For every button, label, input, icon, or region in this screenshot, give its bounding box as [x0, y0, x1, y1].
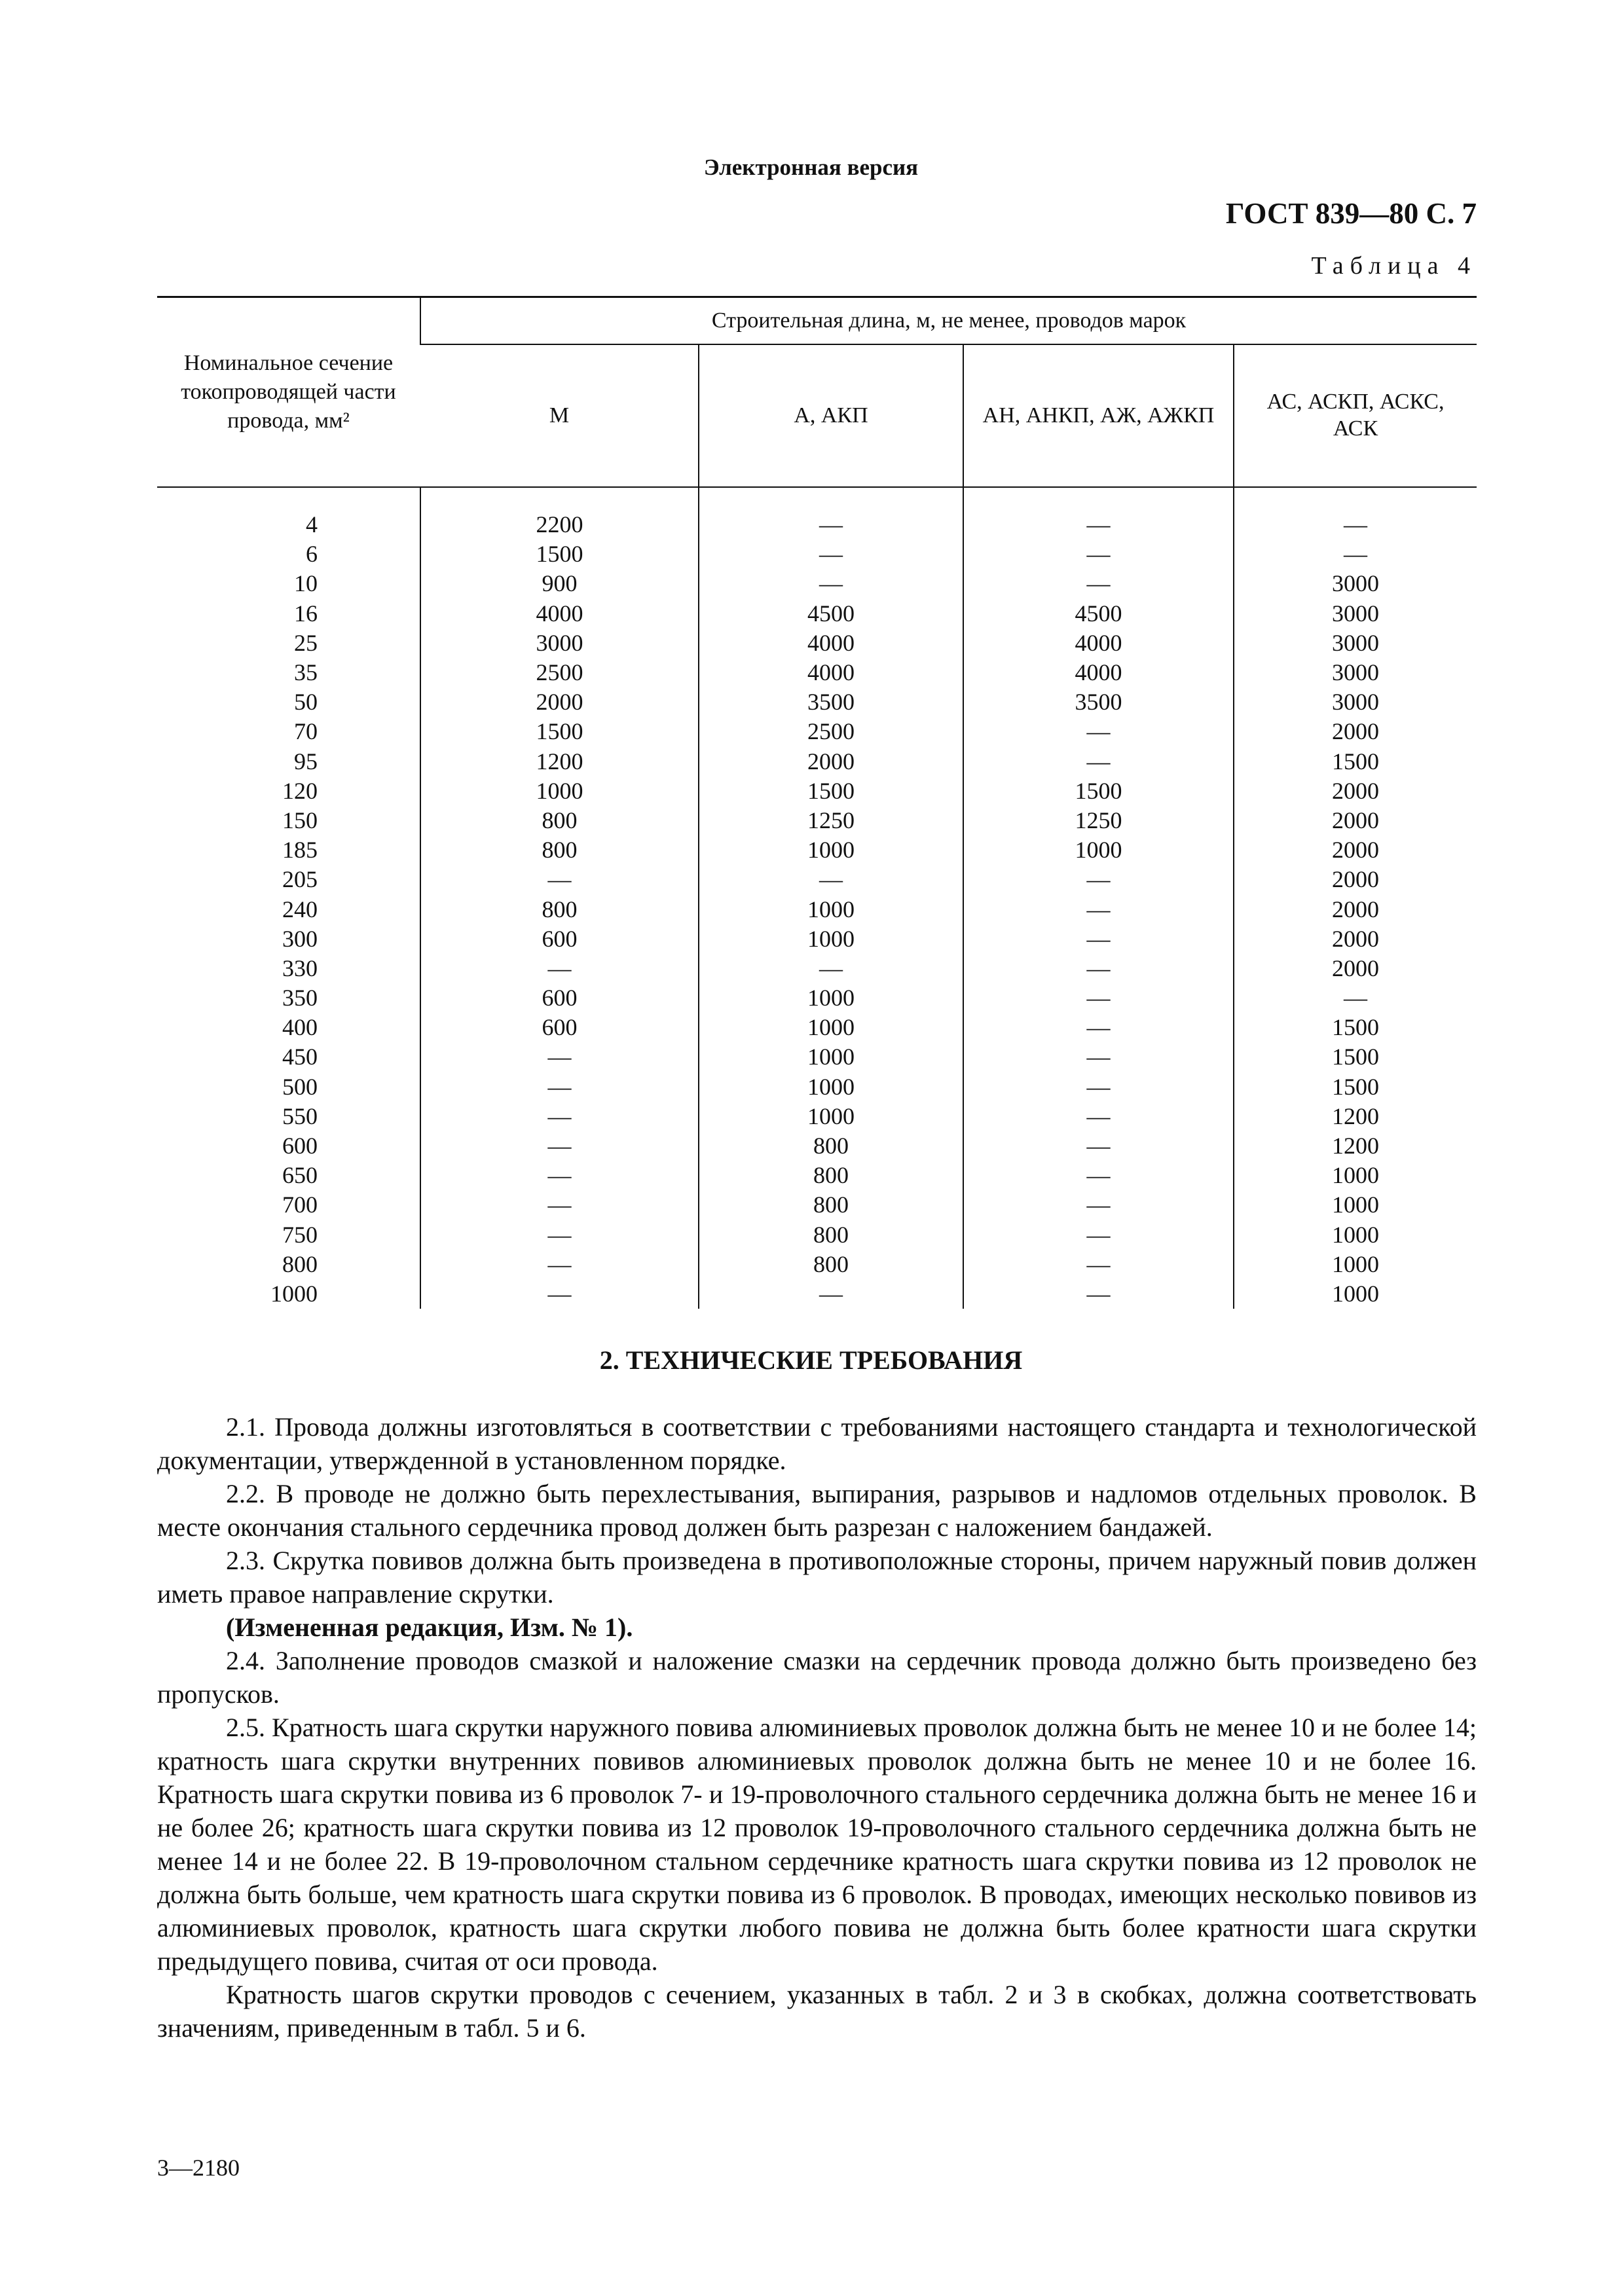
- length-value-cell: —: [1234, 539, 1477, 569]
- nominal-section-cell: 6: [306, 541, 318, 568]
- table-row: [157, 747, 1477, 776]
- length-value-cell: 1200: [1234, 1131, 1477, 1161]
- length-value-cell: —: [963, 1190, 1234, 1220]
- table-row: [157, 894, 1477, 924]
- nominal-section-cell: 70: [294, 718, 318, 745]
- length-value-cell: 4000: [699, 658, 963, 687]
- length-value-cell: 800: [699, 1220, 963, 1250]
- paragraph-2-4: 2.4. Заполнение проводов смазкой и наложение смазки на сердечник провода должно быть произведено без пропусков.: [157, 1646, 1477, 1709]
- length-value-cell: 800: [699, 1161, 963, 1190]
- length-value-cell: 3000: [1234, 629, 1477, 658]
- length-value-cell: —: [699, 539, 963, 569]
- nominal-section-cell: 50: [294, 689, 318, 716]
- column-header-a-akp: А, АКП: [699, 344, 963, 487]
- table-row: [157, 835, 1477, 865]
- construction-length-group-header: Строительная длина, м, не менее, проводов марок: [420, 297, 1477, 345]
- document-header: ГОСТ 839—80 С. 7: [1225, 197, 1477, 230]
- length-value-cell: 1500: [420, 539, 699, 569]
- length-value-cell: 1000: [963, 835, 1234, 865]
- paragraph-2-5: 2.5. Кратность шага скрутки наружного повива алюминиевых проволок должна быть не менее 10 и не более 14; кратность шага скрутки внутренних повивов алюминиевых проволок должна быть не менее 10 и не более 16. Кратность шага скрутки повива из 6 проволок 7- и 19-проволочного стального сердечника должна быть не менее 16 и не более 26; кратность шага скрутки повива из 12 проволок 19-проволочного стального сердечника должна быть не менее 14 и не более 22. В 19-проволочном стальном сердечнике кратность шага скрутки повива из 12 проволок не должна быть больше, чем кратность шага скрутки повива из 6 проволок. В проводах, имеющих несколько повивов из алюминиевых проволок, кратность шага скрутки любого повива не должна быть более кратности шага скрутки предыдущего повива, считая от оси провода.: [157, 1713, 1477, 1976]
- column-header-as-askp-asks-ask: АС, АСКП, АСКС, АСК: [1234, 344, 1477, 487]
- length-value-cell: 1000: [699, 1102, 963, 1131]
- length-value-cell: 1000: [699, 835, 963, 865]
- length-value-cell: 1000: [1234, 1220, 1477, 1250]
- table-row: [157, 599, 1477, 629]
- nominal-section-cell: 205: [282, 866, 318, 893]
- length-value-cell: 2000: [699, 747, 963, 776]
- length-value-cell: —: [420, 1131, 699, 1161]
- paragraph-2-1: 2.1. Провода должны изготовляться в соответствии с требованиями настоящего стандарта и технологической документации, утвержденной в установленном порядке.: [157, 1412, 1477, 1475]
- length-value-cell: —: [420, 1042, 699, 1072]
- length-value-cell: —: [420, 1102, 699, 1131]
- length-value-cell: 1000: [1234, 1279, 1477, 1309]
- length-value-cell: —: [963, 569, 1234, 598]
- length-value-cell: 3000: [1234, 687, 1477, 717]
- nominal-section-cell: 330: [282, 955, 318, 981]
- length-value-cell: —: [420, 1279, 699, 1309]
- length-value-cell: 1000: [699, 924, 963, 954]
- length-value-cell: —: [963, 1250, 1234, 1279]
- length-value-cell: 4500: [963, 599, 1234, 629]
- length-value-cell: 4000: [963, 629, 1234, 658]
- table-row: [157, 1279, 1477, 1309]
- length-value-cell: 800: [699, 1131, 963, 1161]
- length-value-cell: 1000: [699, 1072, 963, 1102]
- paragraph-2-3: 2.3. Скрутка повивов должна быть произведена в противоположные стороны, причем наружный повив должен иметь правое направление скрутки.: [157, 1546, 1477, 1609]
- length-value-cell: —: [420, 1190, 699, 1220]
- paragraph-2-2: 2.2. В проводе не должно быть перехлестывания, выпирания, разрывов и надломов отдельных проволок. В месте окончания стального сердечника провод должен быть разрезан с наложением бандажей.: [157, 1479, 1477, 1542]
- nominal-section-cell: 800: [282, 1250, 318, 1277]
- nominal-section-cell: 35: [294, 659, 318, 686]
- table-row: [157, 1013, 1477, 1042]
- nominal-section-cell: 750: [282, 1221, 318, 1248]
- length-value-cell: 3000: [1234, 569, 1477, 598]
- table-row: [157, 924, 1477, 954]
- length-value-cell: 2000: [420, 687, 699, 717]
- length-value-cell: 4000: [420, 599, 699, 629]
- table-row: [157, 806, 1477, 835]
- length-value-cell: 4500: [699, 599, 963, 629]
- length-value-cell: —: [420, 865, 699, 894]
- length-value-cell: 1250: [699, 806, 963, 835]
- nominal-section-cell: 185: [282, 837, 318, 864]
- nominal-section-cell: 16: [294, 600, 318, 627]
- length-value-cell: 3500: [963, 687, 1234, 717]
- table-row: [157, 1220, 1477, 1250]
- amendment-note: (Измененная редакция, Изм. № 1).: [226, 1613, 633, 1642]
- length-value-cell: —: [963, 1220, 1234, 1250]
- length-value-cell: 1500: [1234, 1072, 1477, 1102]
- length-value-cell: 3000: [1234, 599, 1477, 629]
- length-value-cell: —: [963, 1013, 1234, 1042]
- length-value-cell: —: [420, 1072, 699, 1102]
- nominal-section-cell: 150: [282, 807, 318, 833]
- length-value-cell: —: [963, 983, 1234, 1013]
- length-value-cell: 1500: [1234, 747, 1477, 776]
- length-value-cell: —: [420, 954, 699, 983]
- length-value-cell: 1000: [1234, 1190, 1477, 1220]
- length-value-cell: —: [699, 487, 963, 539]
- nominal-section-cell: 10: [294, 570, 318, 597]
- length-value-cell: 1500: [420, 717, 699, 746]
- length-value-cell: —: [963, 924, 1234, 954]
- length-value-cell: 2000: [1234, 835, 1477, 865]
- nominal-section-header: Номинальное сечение токопроводящей части провода, мм²: [157, 297, 420, 488]
- length-value-cell: 1000: [699, 1013, 963, 1042]
- length-value-cell: 900: [420, 569, 699, 598]
- length-value-cell: 1000: [1234, 1161, 1477, 1190]
- length-value-cell: 800: [699, 1190, 963, 1220]
- section-title: 2. ТЕХНИЧЕСКИЕ ТРЕБОВАНИЯ: [599, 1345, 1023, 1375]
- table-row: [157, 1161, 1477, 1190]
- length-value-cell: —: [963, 1279, 1234, 1309]
- length-value-cell: 1200: [1234, 1102, 1477, 1131]
- table-row: [157, 954, 1477, 983]
- length-value-cell: 1000: [420, 776, 699, 806]
- length-value-cell: —: [963, 1131, 1234, 1161]
- length-value-cell: —: [1234, 983, 1477, 1013]
- length-value-cell: —: [699, 954, 963, 983]
- length-value-cell: —: [963, 539, 1234, 569]
- nominal-section-cell: 95: [294, 748, 318, 774]
- length-value-cell: —: [699, 1279, 963, 1309]
- length-value-cell: 2500: [420, 658, 699, 687]
- nominal-section-cell: 650: [282, 1162, 318, 1189]
- length-value-cell: 1000: [1234, 1250, 1477, 1279]
- nominal-section-cell: 400: [282, 1014, 318, 1041]
- length-value-cell: —: [963, 1072, 1234, 1102]
- column-header-m: М: [420, 344, 699, 487]
- table-row: [157, 1131, 1477, 1161]
- length-value-cell: 3500: [699, 687, 963, 717]
- table-row: [157, 569, 1477, 598]
- table-row: [157, 1072, 1477, 1102]
- footer-code: 3—2180: [157, 2155, 240, 2181]
- length-value-cell: —: [963, 1102, 1234, 1131]
- nominal-section-cell: 4: [306, 511, 318, 538]
- length-value-cell: —: [699, 865, 963, 894]
- table-label: Таблица 4: [1311, 252, 1477, 280]
- nominal-section-cell: 1000: [270, 1280, 318, 1307]
- length-value-cell: 4000: [699, 629, 963, 658]
- length-value-cell: 2000: [1234, 954, 1477, 983]
- length-value-cell: —: [699, 569, 963, 598]
- length-value-cell: —: [963, 487, 1234, 539]
- length-value-cell: 800: [420, 894, 699, 924]
- length-value-cell: 2000: [1234, 894, 1477, 924]
- length-value-cell: 1000: [699, 983, 963, 1013]
- length-value-cell: 1500: [699, 776, 963, 806]
- body-text: [157, 1410, 1477, 2045]
- length-value-cell: —: [420, 1220, 699, 1250]
- length-value-cell: —: [963, 865, 1234, 894]
- length-value-cell: 2000: [1234, 776, 1477, 806]
- length-value-cell: 4000: [963, 658, 1234, 687]
- length-value-cell: 600: [420, 983, 699, 1013]
- length-value-cell: 800: [420, 835, 699, 865]
- length-value-cell: 800: [420, 806, 699, 835]
- length-value-cell: —: [1234, 487, 1477, 539]
- table-row: [157, 687, 1477, 717]
- nominal-section-cell: 550: [282, 1102, 318, 1129]
- table-row: [157, 983, 1477, 1013]
- length-value-cell: 600: [420, 1013, 699, 1042]
- column-header-an-ankp-azh-azhkp: АН, АНКП, АЖ, АЖКП: [963, 344, 1234, 487]
- length-value-cell: 1500: [963, 776, 1234, 806]
- length-value-cell: 2000: [1234, 924, 1477, 954]
- table-row: [157, 1190, 1477, 1220]
- length-value-cell: 3000: [420, 629, 699, 658]
- table-row: [157, 487, 1477, 539]
- nominal-section-cell: 450: [282, 1044, 318, 1070]
- length-value-cell: —: [963, 747, 1234, 776]
- construction-length-table: [157, 296, 1477, 1309]
- nominal-section-cell: 500: [282, 1073, 318, 1100]
- length-value-cell: 2000: [1234, 806, 1477, 835]
- length-value-cell: 3000: [1234, 658, 1477, 687]
- table-row: [157, 1250, 1477, 1279]
- nominal-section-cell: 120: [282, 777, 318, 804]
- length-value-cell: 2200: [420, 487, 699, 539]
- table-body: [157, 487, 1477, 1309]
- nominal-section-cell: 25: [294, 629, 318, 656]
- nominal-section-cell: 300: [282, 925, 318, 952]
- table-row: [157, 717, 1477, 746]
- table-row: [157, 776, 1477, 806]
- length-value-cell: 1200: [420, 747, 699, 776]
- length-value-cell: 2500: [699, 717, 963, 746]
- length-value-cell: 1250: [963, 806, 1234, 835]
- length-value-cell: 800: [699, 1250, 963, 1279]
- table-row: [157, 629, 1477, 658]
- nominal-section-cell: 600: [282, 1133, 318, 1159]
- length-value-cell: —: [963, 717, 1234, 746]
- length-value-cell: 600: [420, 924, 699, 954]
- table-row: [157, 1102, 1477, 1131]
- table-row: [157, 658, 1477, 687]
- length-value-cell: 1500: [1234, 1013, 1477, 1042]
- nominal-section-cell: 350: [282, 985, 318, 1011]
- length-value-cell: —: [963, 894, 1234, 924]
- length-value-cell: —: [963, 1161, 1234, 1190]
- length-value-cell: 1000: [699, 1042, 963, 1072]
- length-value-cell: 1500: [1234, 1042, 1477, 1072]
- electronic-version-note: Электронная версия: [703, 155, 919, 180]
- table-row: [157, 865, 1477, 894]
- length-value-cell: 2000: [1234, 865, 1477, 894]
- table-row: [157, 1042, 1477, 1072]
- length-value-cell: —: [420, 1161, 699, 1190]
- length-value-cell: 2000: [1234, 717, 1477, 746]
- length-value-cell: —: [420, 1250, 699, 1279]
- nominal-section-cell: 240: [282, 896, 318, 922]
- paragraph-2-5-continued: Кратность шагов скрутки проводов с сечением, указанных в табл. 2 и 3 в скобках, должна соответствовать значениям, приведенным в табл. 5 и 6.: [157, 1980, 1477, 2043]
- length-value-cell: 1000: [699, 894, 963, 924]
- table-row: [157, 539, 1477, 569]
- nominal-section-cell: 700: [282, 1192, 318, 1218]
- length-value-cell: —: [963, 1042, 1234, 1072]
- length-value-cell: —: [963, 954, 1234, 983]
